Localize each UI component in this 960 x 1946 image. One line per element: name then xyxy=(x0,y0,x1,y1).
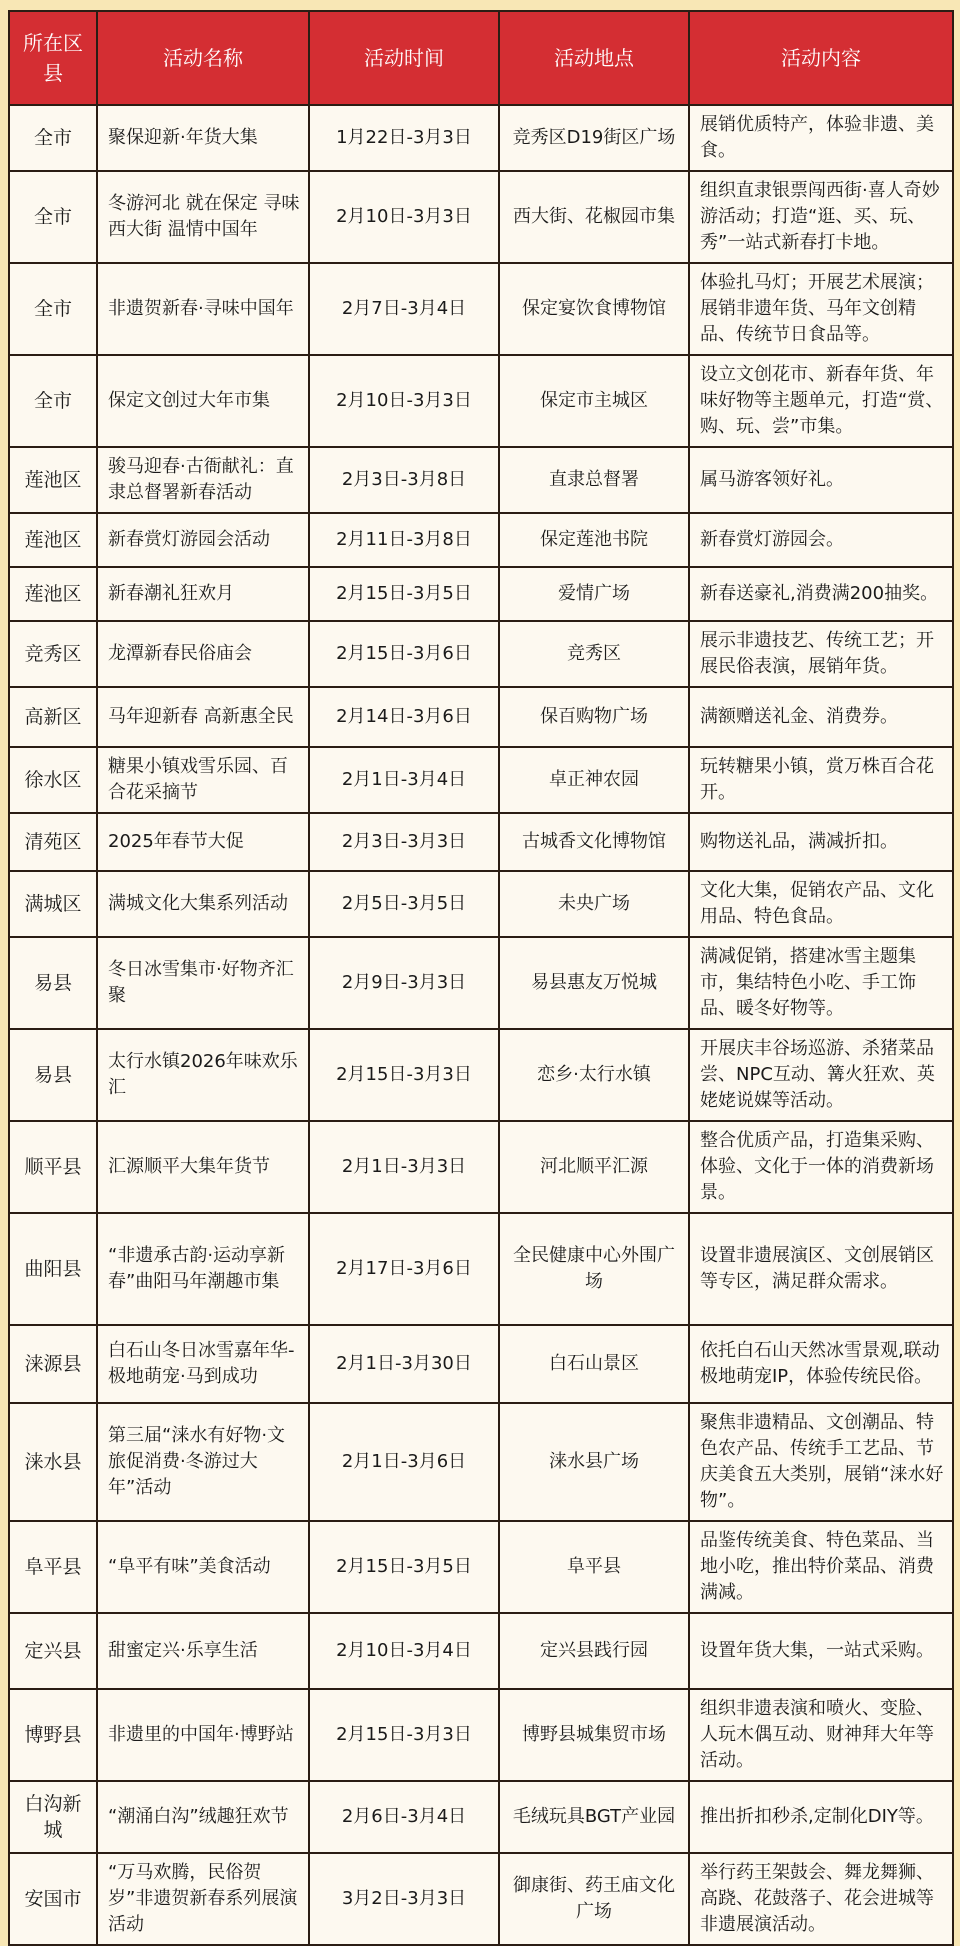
row-place: 河北顺平汇源 xyxy=(499,1121,689,1213)
header-name: 活动名称 xyxy=(97,11,309,105)
row-content: 新春送豪礼,消费满200抽奖。 xyxy=(689,567,953,621)
row-content: 文化大集，促销农产品、文化用品、特色食品。 xyxy=(689,871,953,937)
row-name: 非遗贺新春·寻味中国年 xyxy=(97,263,309,355)
table-body xyxy=(9,105,953,1945)
row-name: 马年迎新春 高新惠全民 xyxy=(97,687,309,747)
row-content: 组织非遗表演和喷火、变脸、人玩木偶互动、财神拜大年等活动。 xyxy=(689,1689,953,1781)
row-name: 汇源顺平大集年货节 xyxy=(97,1121,309,1213)
row-place: 阜平县 xyxy=(499,1521,689,1613)
row-district: 高新区 xyxy=(9,687,97,747)
row-district: 全市 xyxy=(9,355,97,447)
row-time: 2月1日-3月30日 xyxy=(309,1325,499,1403)
row-district: 莲池区 xyxy=(9,513,97,567)
row-content: 设立文创花市、新春年货、年味好物等主题单元，打造“赏、购、玩、尝”市集。 xyxy=(689,355,953,447)
row-time: 2月6日-3月4日 xyxy=(309,1781,499,1853)
table-row xyxy=(9,813,953,871)
row-content: 组织直隶银票闯西街·喜人奇妙游活动；打造“逛、买、玩、秀”一站式新春打卡地。 xyxy=(689,171,953,263)
row-time: 2月10日-3月3日 xyxy=(309,171,499,263)
row-time: 2月3日-3月8日 xyxy=(309,447,499,513)
row-time: 2月15日-3月6日 xyxy=(309,621,499,687)
table-header xyxy=(9,11,953,105)
table-row xyxy=(9,105,953,171)
row-district: 阜平县 xyxy=(9,1521,97,1613)
row-name: 第三届“涞水有好物·文旅促消费·冬游过大年”活动 xyxy=(97,1403,309,1521)
header-district: 所在区县 xyxy=(9,11,97,105)
row-place: 全民健康中心外围广场 xyxy=(499,1213,689,1325)
row-name: 太行水镇2026年味欢乐汇 xyxy=(97,1029,309,1121)
row-place: 卓正神农园 xyxy=(499,747,689,813)
row-time: 2月1日-3月3日 xyxy=(309,1121,499,1213)
row-place: 白石山景区 xyxy=(499,1325,689,1403)
header-row xyxy=(9,11,953,105)
activity-table-frame xyxy=(8,10,952,1935)
row-name: 甜蜜定兴·乐享生活 xyxy=(97,1613,309,1689)
row-content: 开展庆丰谷场巡游、杀猪菜品尝、NPC互动、篝火狂欢、英姥姥说媒等活动。 xyxy=(689,1029,953,1121)
row-time: 2月15日-3月3日 xyxy=(309,1689,499,1781)
row-place: 保定莲池书院 xyxy=(499,513,689,567)
row-content: 展示非遗技艺、传统工艺；开展民俗表演，展销年货。 xyxy=(689,621,953,687)
row-time: 3月2日-3月3日 xyxy=(309,1853,499,1945)
row-district: 易县 xyxy=(9,1029,97,1121)
row-name: “潮涌白沟”绒趣狂欢节 xyxy=(97,1781,309,1853)
table-row xyxy=(9,621,953,687)
row-content: 玩转糖果小镇，赏万株百合花开。 xyxy=(689,747,953,813)
table-row xyxy=(9,1853,953,1945)
row-content: 整合优质产品，打造集采购、体验、文化于一体的消费新场景。 xyxy=(689,1121,953,1213)
row-name: 冬日冰雪集市·好物齐汇聚 xyxy=(97,937,309,1029)
table-row xyxy=(9,747,953,813)
row-time: 2月15日-3月3日 xyxy=(309,1029,499,1121)
row-content: 新春赏灯游园会。 xyxy=(689,513,953,567)
row-time: 2月1日-3月6日 xyxy=(309,1403,499,1521)
row-content: 品鉴传统美食、特色菜品、当地小吃，推出特价菜品、消费满减。 xyxy=(689,1521,953,1613)
row-district: 博野县 xyxy=(9,1689,97,1781)
row-name: 冬游河北 就在保定 寻味西大街 温情中国年 xyxy=(97,171,309,263)
row-name: 新春潮礼狂欢月 xyxy=(97,567,309,621)
table-row xyxy=(9,1689,953,1781)
row-district: 全市 xyxy=(9,105,97,171)
header-place: 活动地点 xyxy=(499,11,689,105)
row-name: 2025年春节大促 xyxy=(97,813,309,871)
row-content: 推出折扣秒杀,定制化DIY等。 xyxy=(689,1781,953,1853)
row-name: “非遗承古韵·运动享新春”曲阳马年潮趣市集 xyxy=(97,1213,309,1325)
row-time: 2月7日-3月4日 xyxy=(309,263,499,355)
table-row xyxy=(9,1613,953,1689)
table-row xyxy=(9,871,953,937)
row-content: 属马游客领好礼。 xyxy=(689,447,953,513)
table-row xyxy=(9,937,953,1029)
row-district: 定兴县 xyxy=(9,1613,97,1689)
row-district: 全市 xyxy=(9,171,97,263)
row-name: “阜平有味”美食活动 xyxy=(97,1521,309,1613)
row-district: 涞源县 xyxy=(9,1325,97,1403)
table-row xyxy=(9,1521,953,1613)
row-time: 2月14日-3月6日 xyxy=(309,687,499,747)
row-content: 展销优质特产，体验非遗、美食。 xyxy=(689,105,953,171)
row-district: 易县 xyxy=(9,937,97,1029)
row-name: 骏马迎春·古衙献礼：直隶总督署新春活动 xyxy=(97,447,309,513)
row-time: 2月11日-3月8日 xyxy=(309,513,499,567)
row-place: 易县惠友万悦城 xyxy=(499,937,689,1029)
row-name: 白石山冬日冰雪嘉年华-极地萌宠·马到成功 xyxy=(97,1325,309,1403)
row-district: 曲阳县 xyxy=(9,1213,97,1325)
row-content: 设置年货大集，一站式采购。 xyxy=(689,1613,953,1689)
table-row xyxy=(9,567,953,621)
row-time: 2月3日-3月3日 xyxy=(309,813,499,871)
row-name: 糖果小镇戏雪乐园、百合花采摘节 xyxy=(97,747,309,813)
row-place: 直隶总督署 xyxy=(499,447,689,513)
row-place: 涞水县广场 xyxy=(499,1403,689,1521)
row-place: 竞秀区 xyxy=(499,621,689,687)
row-time: 2月10日-3月3日 xyxy=(309,355,499,447)
row-district: 竞秀区 xyxy=(9,621,97,687)
row-name: 聚保迎新·年货大集 xyxy=(97,105,309,171)
activity-table xyxy=(8,10,954,1946)
row-district: 涞水县 xyxy=(9,1403,97,1521)
row-name: 保定文创过大年市集 xyxy=(97,355,309,447)
row-time: 2月1日-3月4日 xyxy=(309,747,499,813)
row-place: 毛绒玩具BGT产业园 xyxy=(499,1781,689,1853)
table-row xyxy=(9,1403,953,1521)
row-district: 全市 xyxy=(9,263,97,355)
row-content: 体验扎马灯；开展艺术展演；展销非遗年货、马年文创精品、传统节日食品等。 xyxy=(689,263,953,355)
row-time: 2月9日-3月3日 xyxy=(309,937,499,1029)
row-name: 满城文化大集系列活动 xyxy=(97,871,309,937)
table-row xyxy=(9,1213,953,1325)
row-district: 清苑区 xyxy=(9,813,97,871)
row-district: 白沟新城 xyxy=(9,1781,97,1853)
row-place: 保定市主城区 xyxy=(499,355,689,447)
row-district: 安国市 xyxy=(9,1853,97,1945)
table-row xyxy=(9,513,953,567)
table-row xyxy=(9,447,953,513)
row-place: 博野县城集贸市场 xyxy=(499,1689,689,1781)
row-place: 竞秀区D19街区广场 xyxy=(499,105,689,171)
row-place: 西大街、花椒园市集 xyxy=(499,171,689,263)
header-time: 活动时间 xyxy=(309,11,499,105)
row-content: 满额赠送礼金、消费券。 xyxy=(689,687,953,747)
row-place: 古城香文化博物馆 xyxy=(499,813,689,871)
row-content: 设置非遗展演区、文创展销区等专区，满足群众需求。 xyxy=(689,1213,953,1325)
table-row xyxy=(9,1029,953,1121)
table-row xyxy=(9,263,953,355)
row-place: 爱情广场 xyxy=(499,567,689,621)
row-content: 聚焦非遗精品、文创潮品、特色农产品、传统手工艺品、节庆美食五大类别，展销“涞水好物”。 xyxy=(689,1403,953,1521)
row-name: 龙潭新春民俗庙会 xyxy=(97,621,309,687)
table-row xyxy=(9,355,953,447)
row-district: 顺平县 xyxy=(9,1121,97,1213)
row-place: 保百购物广场 xyxy=(499,687,689,747)
row-content: 满减促销，搭建冰雪主题集市，集结特色小吃、手工饰品、暖冬好物等。 xyxy=(689,937,953,1029)
row-name: 非遗里的中国年·博野站 xyxy=(97,1689,309,1781)
table-row xyxy=(9,1325,953,1403)
row-name: “万马欢腾，民俗贺岁”非遗贺新春系列展演活动 xyxy=(97,1853,309,1945)
row-place: 未央广场 xyxy=(499,871,689,937)
table-row xyxy=(9,171,953,263)
row-time: 2月10日-3月4日 xyxy=(309,1613,499,1689)
row-content: 购物送礼品，满减折扣。 xyxy=(689,813,953,871)
row-time: 2月15日-3月5日 xyxy=(309,567,499,621)
row-district: 徐水区 xyxy=(9,747,97,813)
row-time: 2月17日-3月6日 xyxy=(309,1213,499,1325)
row-district: 莲池区 xyxy=(9,447,97,513)
row-name: 新春赏灯游园会活动 xyxy=(97,513,309,567)
row-place: 定兴县践行园 xyxy=(499,1613,689,1689)
row-content: 举行药王架鼓会、舞龙舞狮、高跷、花鼓落子、花会进城等非遗展演活动。 xyxy=(689,1853,953,1945)
row-time: 1月22日-3月3日 xyxy=(309,105,499,171)
row-place: 御康街、药王庙文化广场 xyxy=(499,1853,689,1945)
row-place: 恋乡·太行水镇 xyxy=(499,1029,689,1121)
table-row xyxy=(9,687,953,747)
row-place: 保定宴饮食博物馆 xyxy=(499,263,689,355)
row-time: 2月5日-3月5日 xyxy=(309,871,499,937)
row-district: 满城区 xyxy=(9,871,97,937)
row-district: 莲池区 xyxy=(9,567,97,621)
header-content: 活动内容 xyxy=(689,11,953,105)
row-time: 2月15日-3月5日 xyxy=(309,1521,499,1613)
table-row xyxy=(9,1781,953,1853)
table-row xyxy=(9,1121,953,1213)
row-content: 依托白石山天然冰雪景观,联动极地萌宠IP，体验传统民俗。 xyxy=(689,1325,953,1403)
